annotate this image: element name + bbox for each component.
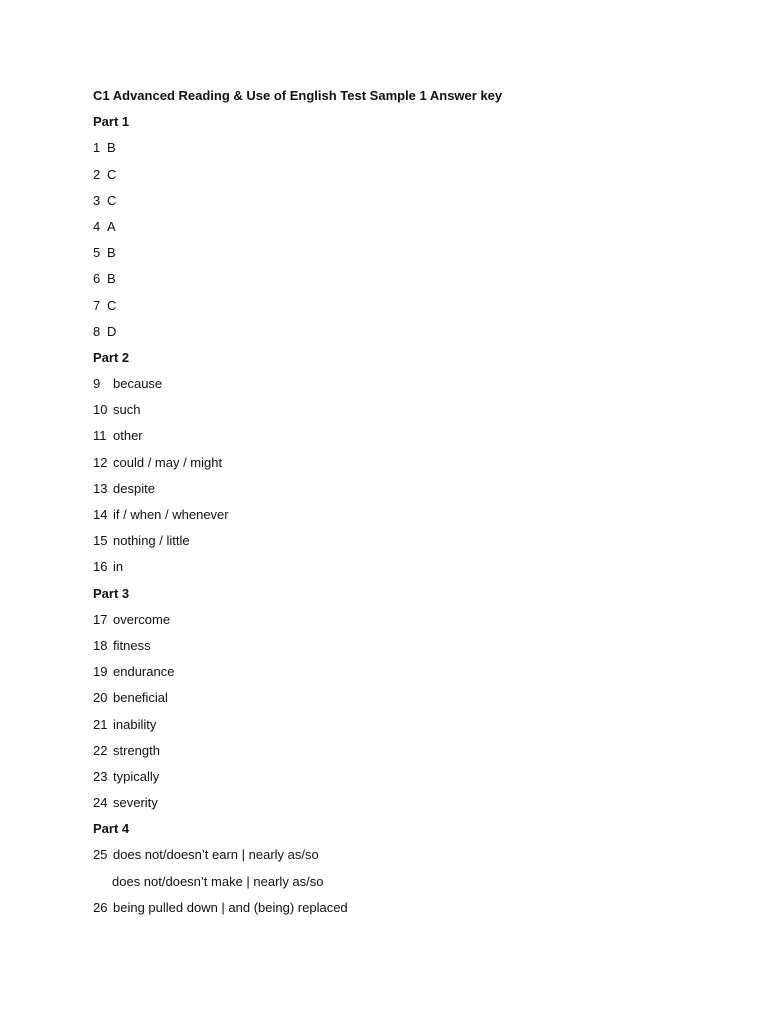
answer-text: C [107,166,117,182]
answer-number: 21 [93,716,108,732]
answer-number: 22 [93,742,108,758]
answer-text: B [107,245,116,261]
answer-number: 20 [93,690,108,706]
answer-row [93,688,693,714]
answer-row [93,479,693,505]
answer-row [93,322,693,348]
answer-number: 4 [93,218,101,234]
answer-row [93,296,693,322]
answer-text: because [113,376,163,392]
part-3-heading: Part 3 [93,585,130,601]
answer-text: inability [113,716,157,732]
answer-number: 2 [93,166,101,182]
answer-text: nothing / little [113,533,190,549]
answer-number: 23 [93,768,108,784]
answer-row [93,557,693,583]
answer-row [93,243,693,269]
answer-text: C [107,192,117,208]
answer-row [93,610,693,636]
answer-row [93,269,693,295]
answer-number: 25 [93,847,108,863]
answer-text: C [107,297,117,313]
answer-row [93,715,693,741]
answer-text: such [113,402,141,418]
answer-text: if / when / whenever [113,507,229,522]
part-2-heading: Part 2 [93,349,130,365]
answer-row [93,217,693,243]
answer-row [93,767,693,793]
answer-number: 7 [93,297,101,313]
answer-row [93,898,693,924]
answer-row [93,374,693,400]
answer-text: endurance [113,664,175,680]
part-1-heading: Part 1 [93,114,130,130]
answer-row [93,505,693,531]
answer-row [93,426,693,452]
answer-text: severity [113,795,158,811]
answer-number: 11 [93,428,107,444]
document-title: C1 Advanced Reading & Use of English Test Sample 1 Answer key [93,88,503,103]
answer-row [93,636,693,662]
answer-number: 13 [93,480,108,496]
answer-row [93,531,693,557]
answer-number: 3 [93,192,101,208]
answer-number: 15 [93,533,108,549]
answer-key-document [93,86,693,924]
answer-text: despite [113,480,155,496]
answer-text: fitness [113,637,151,653]
answer-text: other [113,428,143,444]
answer-number: 5 [93,245,101,261]
answer-number: 17 [93,611,108,627]
answer-text: being pulled down | and (being) replaced [113,899,348,915]
answer-row [93,793,693,819]
answer-text: B [107,140,116,156]
answer-number: 18 [93,637,108,653]
answer-text: B [107,271,116,287]
answer-text: overcome [113,611,171,627]
answer-row [93,165,693,191]
answer-number: 19 [93,664,108,680]
answer-number: 12 [93,454,108,470]
answer-text: does not/doesn’t earn | nearly as/so [113,847,319,863]
answer-row [93,845,693,871]
answer-number: 9 [93,376,101,392]
answer-text: could / may / might [113,454,223,470]
answer-row [93,138,693,164]
answer-row [93,662,693,688]
answer-text: D [107,323,117,339]
answer-row-continuation [93,872,693,898]
answer-number: 1 [93,140,101,156]
part-4-heading: Part 4 [93,821,130,837]
answer-text: beneficial [113,690,168,706]
answer-number: 10 [93,402,108,418]
answer-row [93,453,693,479]
answer-text: strength [113,742,160,758]
answer-row [93,191,693,217]
answer-row [93,741,693,767]
answer-number: 26 [93,899,108,915]
answer-number: 8 [93,323,101,339]
answer-text: does not/doesn’t make | nearly as/so [112,873,324,889]
answer-number: 16 [93,559,108,575]
answer-number: 14 [93,507,108,522]
answer-number: 6 [93,271,101,287]
answer-number: 24 [93,795,108,811]
answer-text: in [113,559,124,575]
answer-text: typically [113,768,160,784]
answer-row [93,400,693,426]
answer-text: A [107,218,116,234]
